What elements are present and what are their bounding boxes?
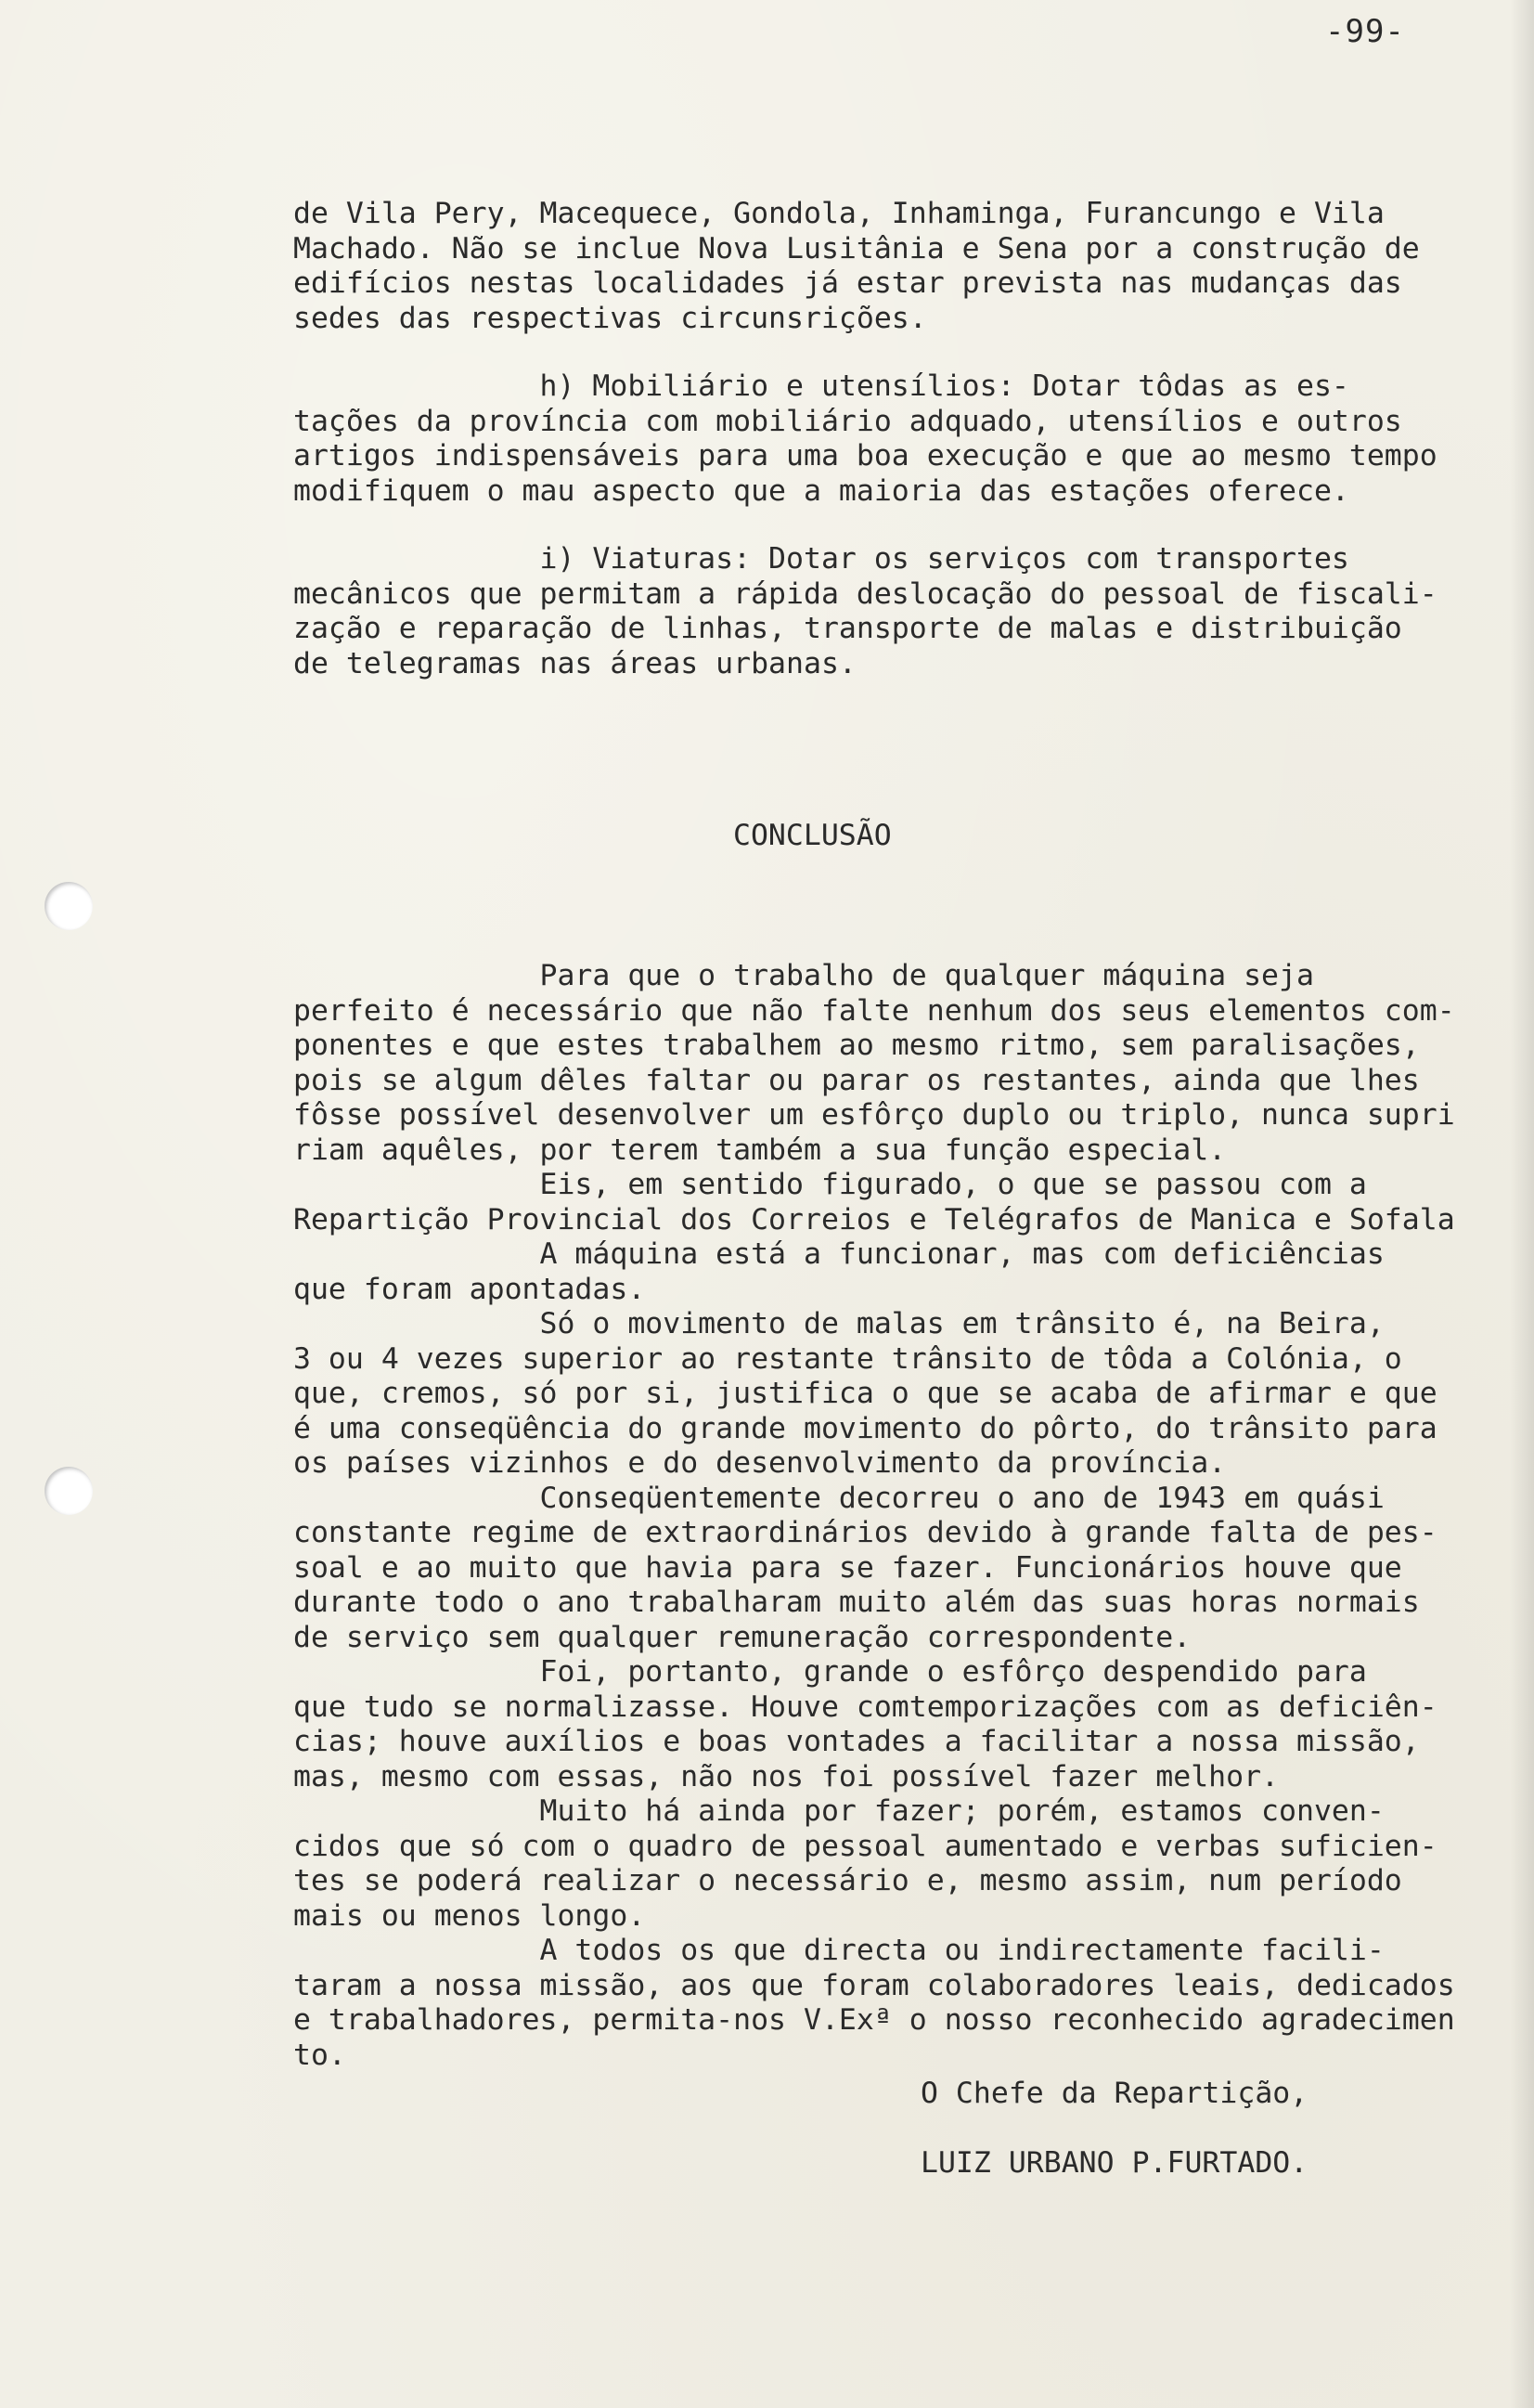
punch-hole-lower: [45, 1467, 93, 1515]
punch-hole-upper: [45, 882, 93, 930]
paragraph-intro: de Vila Pery, Macequece, Gondola, Inhaminga, Furancungo e Vila Machado. Não se inclue Nova Lusitânia e Sena por a construção de edifícios nestas localidades já estar prevista nas mudanças das sedes das respectivas circunsrições.: [293, 197, 1420, 335]
signature-name: LUIZ URBANO P.FURTADO.: [921, 2146, 1308, 2180]
conclusion-body: Para que o trabalho de qualquer máquina seja perfeito é necessário que não falte nenhum dos seus elementos com- ponentes e que estes trabalhem ao mesmo ritmo, sem paralisações, pois se algum dêles faltar ou parar os restantes, ainda que lhes fôsse possível desenvolver um esfôrço duplo ou triplo, nunca supri riam aquêles, por terem também a sua função especial. Eis, em sentido figurado, o que se passou com a Repartição Provincial dos Correios e Telégrafos de Manica e Sofala A máquina está a funcionar, mas com deficiências que foram apontadas. Só o movimento de malas em trânsito é, na Beira, 3 ou 4 vezes superior ao restante trânsito de tôda a Colónia, o que, cremos, só por si, justifica o que se acaba de afirmar e que é uma conseqüência do grande movimento do pôrto, do trânsito para os países vizinhos e do desenvolvimento da província. Conseqüentemente decorreu o ano de 1943 em quási constante regime de extraordinários devido à grande falta de pes- soal e ao muito que havia para se fazer. Funcionários houve que durante todo o ano trabalharam muito além das suas horas normais de serviço sem qualquer remuneração correspondente. Foi, portanto, grande o esfôrço despendido para que tudo se normalizasse. Houve comtemporizações com as deficiên- cias; houve auxílios e boas vontades a facilitar a nossa missão, mas, mesmo com essas, não nos foi possível fazer melhor. Muito há ainda por fazer; porém, estamos conven- cidos que só com o quadro de pessoal aumentado e verbas suficien- tes se poderá realizar o necessário e, mesmo assim, num período mais ou menos longo. A todos os que directa ou indirectamente facili- taram a nossa missão, aos que foram colaboradores leais, dedicados e trabalhadores, permita-nos V.Exª o nosso reconhecido agradecimen to.: [293, 959, 1455, 2072]
item-i-vehicles: i) Viaturas: Dotar os serviços com transportes mecânicos que permitam a rápida deslocação do pessoal de fiscali- zação e reparação de linhas, transporte de malas e distribuição de telegramas nas áreas urbanas.: [293, 542, 1437, 680]
signature-title: O Chefe da Repartição,: [921, 2077, 1308, 2110]
page-number: -99-: [1325, 13, 1405, 50]
item-h-furniture: h) Mobiliário e utensílios: Dotar tôdas as es- tações da província com mobiliário adquado, utensílios e outros artigos indispensáveis para uma boa execução e que ao mesmo tempo modifiquem o mau aspecto que a maioria das estações oferece.: [293, 369, 1437, 508]
conclusion-heading: CONCLUSÃO: [733, 819, 892, 852]
